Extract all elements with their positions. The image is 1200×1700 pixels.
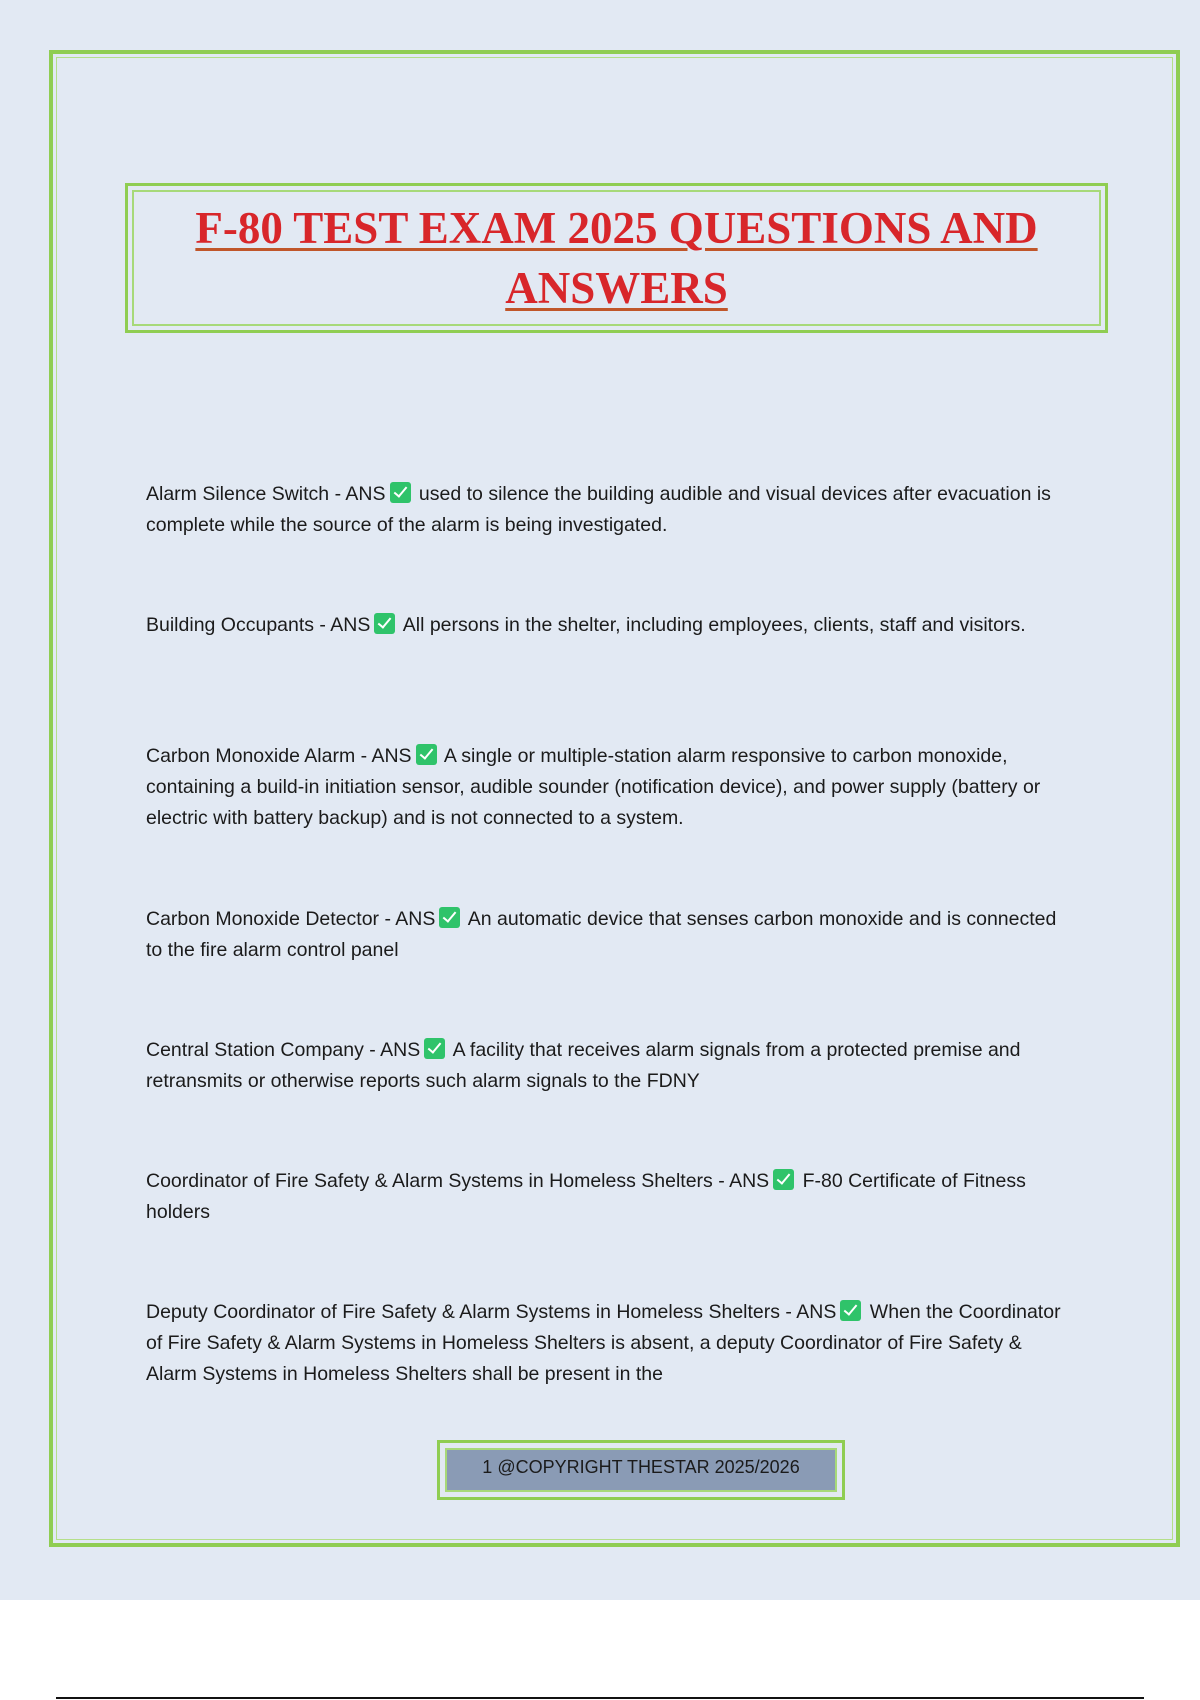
answer-marker: ANS [345, 483, 386, 505]
answer-marker: ANS [380, 1039, 421, 1061]
qa-term: Deputy Coordinator of Fire Safety & Alarm Systems in Homeless Shelters - [146, 1301, 797, 1323]
qa-term: Carbon Monoxide Detector - [146, 908, 396, 930]
qa-term: Central Station Company - [146, 1039, 381, 1061]
qa-term: Carbon Monoxide Alarm - [146, 745, 372, 767]
footer-inner [445, 1448, 837, 1492]
page-bottom-rule [56, 1697, 1144, 1699]
qa-term: Alarm Silence Switch - [146, 483, 346, 505]
qa-answer: When the Coordinator of Fire Safety & Alarm Systems in Homeless Shelters is absent, a deputy Coordinator of Fire Safety & Alarm Systems in Homeless Shelters shall be present in the [146, 1301, 1061, 1385]
title-box [125, 183, 1108, 333]
page-number: 1 [482, 1457, 493, 1477]
answer-marker: ANS [330, 614, 371, 636]
answer-marker: ANS [796, 1301, 837, 1323]
qa-term: Coordinator of Fire Safety & Alarm Systems in Homeless Shelters - [146, 1170, 730, 1192]
qa-answer: A single or multiple-station alarm responsive to carbon monoxide, containing a build-in initiation sensor, audible sounder (notification device), and power supply (battery or electric with battery backup) and is not connected to a system. [146, 745, 1041, 829]
qa-entry-carbon-monoxide-detector [146, 904, 1076, 966]
qa-answer: F-80 Certificate of Fitness holders [146, 1170, 1026, 1223]
document-title [138, 198, 1095, 318]
title-line-2: ANSWERS [505, 263, 728, 313]
answer-marker: ANS [371, 745, 412, 767]
check-mark-icon [374, 613, 395, 634]
qa-answer: A facility that receives alarm signals from a protected premise and retransmits or otherwise reports such alarm signals to the FDNY [146, 1039, 1021, 1092]
qa-term: Building Occupants - [146, 614, 331, 636]
qa-entry-central-station-company [146, 1035, 1076, 1097]
qa-entry-coordinator [146, 1166, 1076, 1228]
qa-entry-building-occupants [146, 610, 1076, 641]
copyright-notice: @COPYRIGHT THESTAR 2025/2026 [497, 1457, 800, 1477]
answer-marker: ANS [729, 1170, 770, 1192]
qa-answer: An automatic device that senses carbon monoxide and is connected to the fire alarm control panel [146, 908, 1057, 961]
footer-box [437, 1440, 845, 1500]
check-mark-icon [416, 744, 437, 765]
qa-entry-deputy-coordinator [146, 1297, 1076, 1390]
check-mark-icon [424, 1038, 445, 1059]
title-line-1: F-80 TEST EXAM 2025 QUESTIONS AND [195, 203, 1038, 253]
check-mark-icon [390, 482, 411, 503]
answer-marker: ANS [395, 908, 436, 930]
qa-answer: used to silence the building audible and visual devices after evacuation is complete while the source of the alarm is being investigated. [146, 483, 1051, 536]
check-mark-icon [439, 907, 460, 928]
check-mark-icon [840, 1300, 861, 1321]
check-mark-icon [773, 1169, 794, 1190]
qa-entry-alarm-silence-switch [146, 479, 1076, 541]
qa-answer: All persons in the shelter, including employees, clients, staff and visitors. [398, 614, 1026, 636]
qa-entry-carbon-monoxide-alarm [146, 741, 1076, 834]
footer-text [447, 1457, 835, 1478]
